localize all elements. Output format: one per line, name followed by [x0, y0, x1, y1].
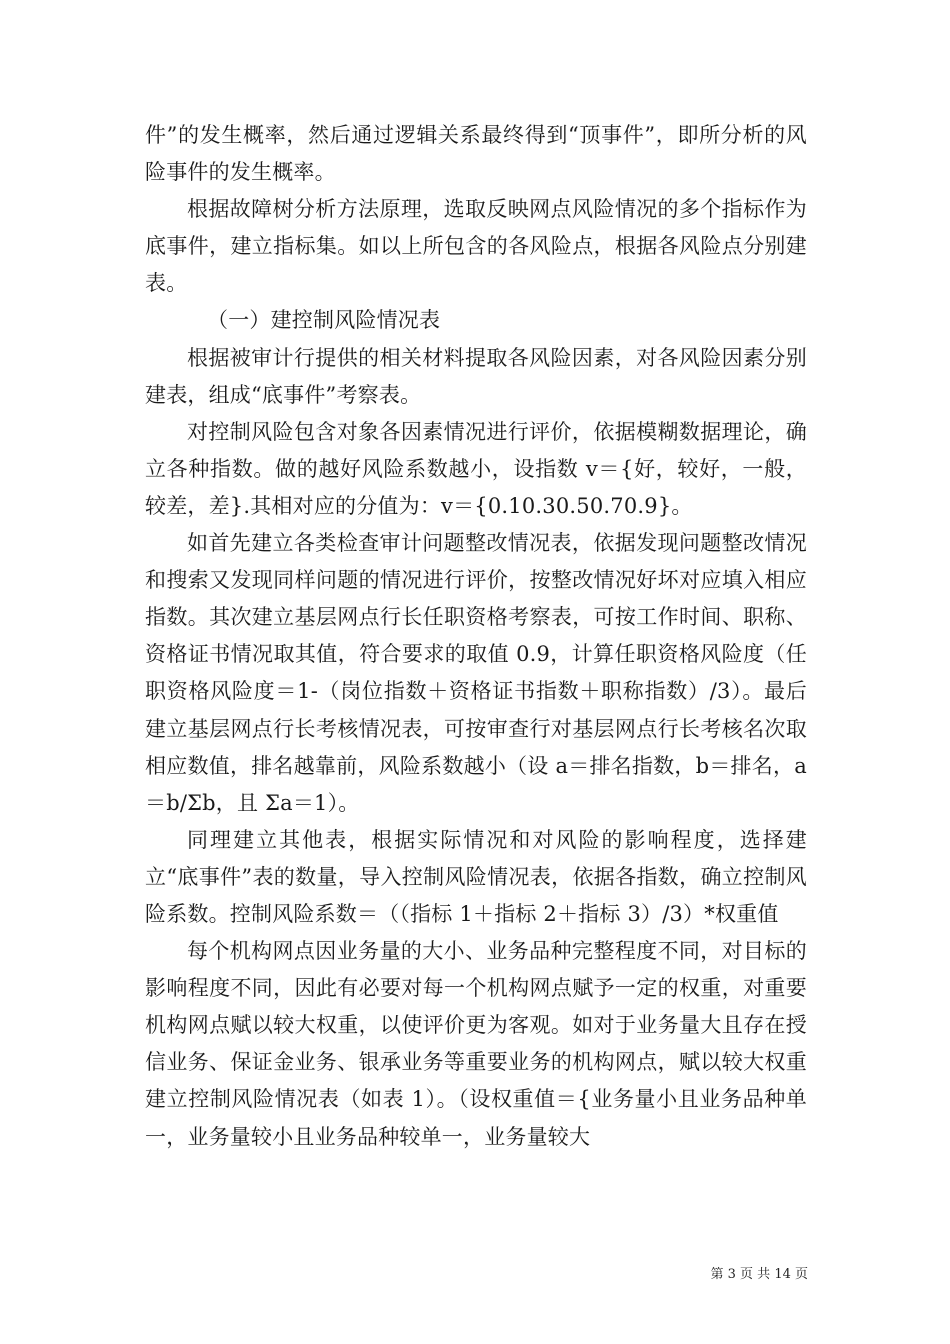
paragraph-7: 每个机构网点因业务量的大小、业务品种完整程度不同，对目标的影响程度不同，因此有必要对每一个机构网点赋予一定的权重，对重要机构网点赋以较大权重，以使评价更为客观。如对于业务量大且存在授信业务、保证金业务、银承业务等重要业务的机构网点，赋以较大权重建立控制风险情况表（如表 1）。（设权重值＝{业务量小且业务品种单一，业务量较小且业务品种较单一，业务量较大 [145, 939, 807, 1149]
paragraph-3: 根据被审计行提供的相关材料提取各风险因素，对各风险因素分别建表，组成“底事件”考察表。 [145, 345, 807, 407]
paragraph-2: 根据故障树分析方法原理，选取反映网点风险情况的多个指标作为底事件，建立指标集。如以上所包含的各风险点，根据各风险点分别建表。 [145, 197, 807, 296]
paragraph-5: 如首先建立各类检查审计问题整改情况表，依据发现问题整改情况和搜索又发现同样问题的情况进行评价，按整改情况好坏对应填入相应指数。其次建立基层网点行长任职资格考察表，可按工作时间、职称、资格证书情况取其值，符合要求的取值 0.9，计算任职资格风险度（任职资格风险度＝1-（岗位指数＋资格证书指数＋职称指数）/3）。最后建立基层网点行长考核情况表，可按审查行对基层网点行长考核名次取相应数值，排名越靠前，风险系数越小（设 a＝排名指数，b＝排名，a＝b/Σb，且 Σa＝1）。 [145, 531, 807, 815]
page-number: 第 3 页 共 14 页 [710, 1267, 808, 1282]
section-heading: （一）建控制风险情况表 [207, 308, 441, 333]
body-text [145, 117, 807, 1156]
paragraph-1: 件”的发生概率，然后通过逻辑关系最终得到“顶事件”，即所分析的风险事件的发生概率。 [145, 123, 807, 185]
paragraph-4: 对控制风险包含对象各因素情况进行评价，依据模糊数据理论，确立各种指数。做的越好风险系数越小，设指数 v＝{好，较好，一般，较差，差}.其相对应的分值为：v＝{0.10.30.50.70.9}。 [145, 419, 807, 518]
paragraph-6: 同理建立其他表，根据实际情况和对风险的影响程度，选择建立“底事件”表的数量，导入控制风险情况表，依据各指数，确立控制风险系数。控制风险系数＝（（指标 1＋指标 2＋指标 3）/3）*权重值 [145, 827, 807, 926]
